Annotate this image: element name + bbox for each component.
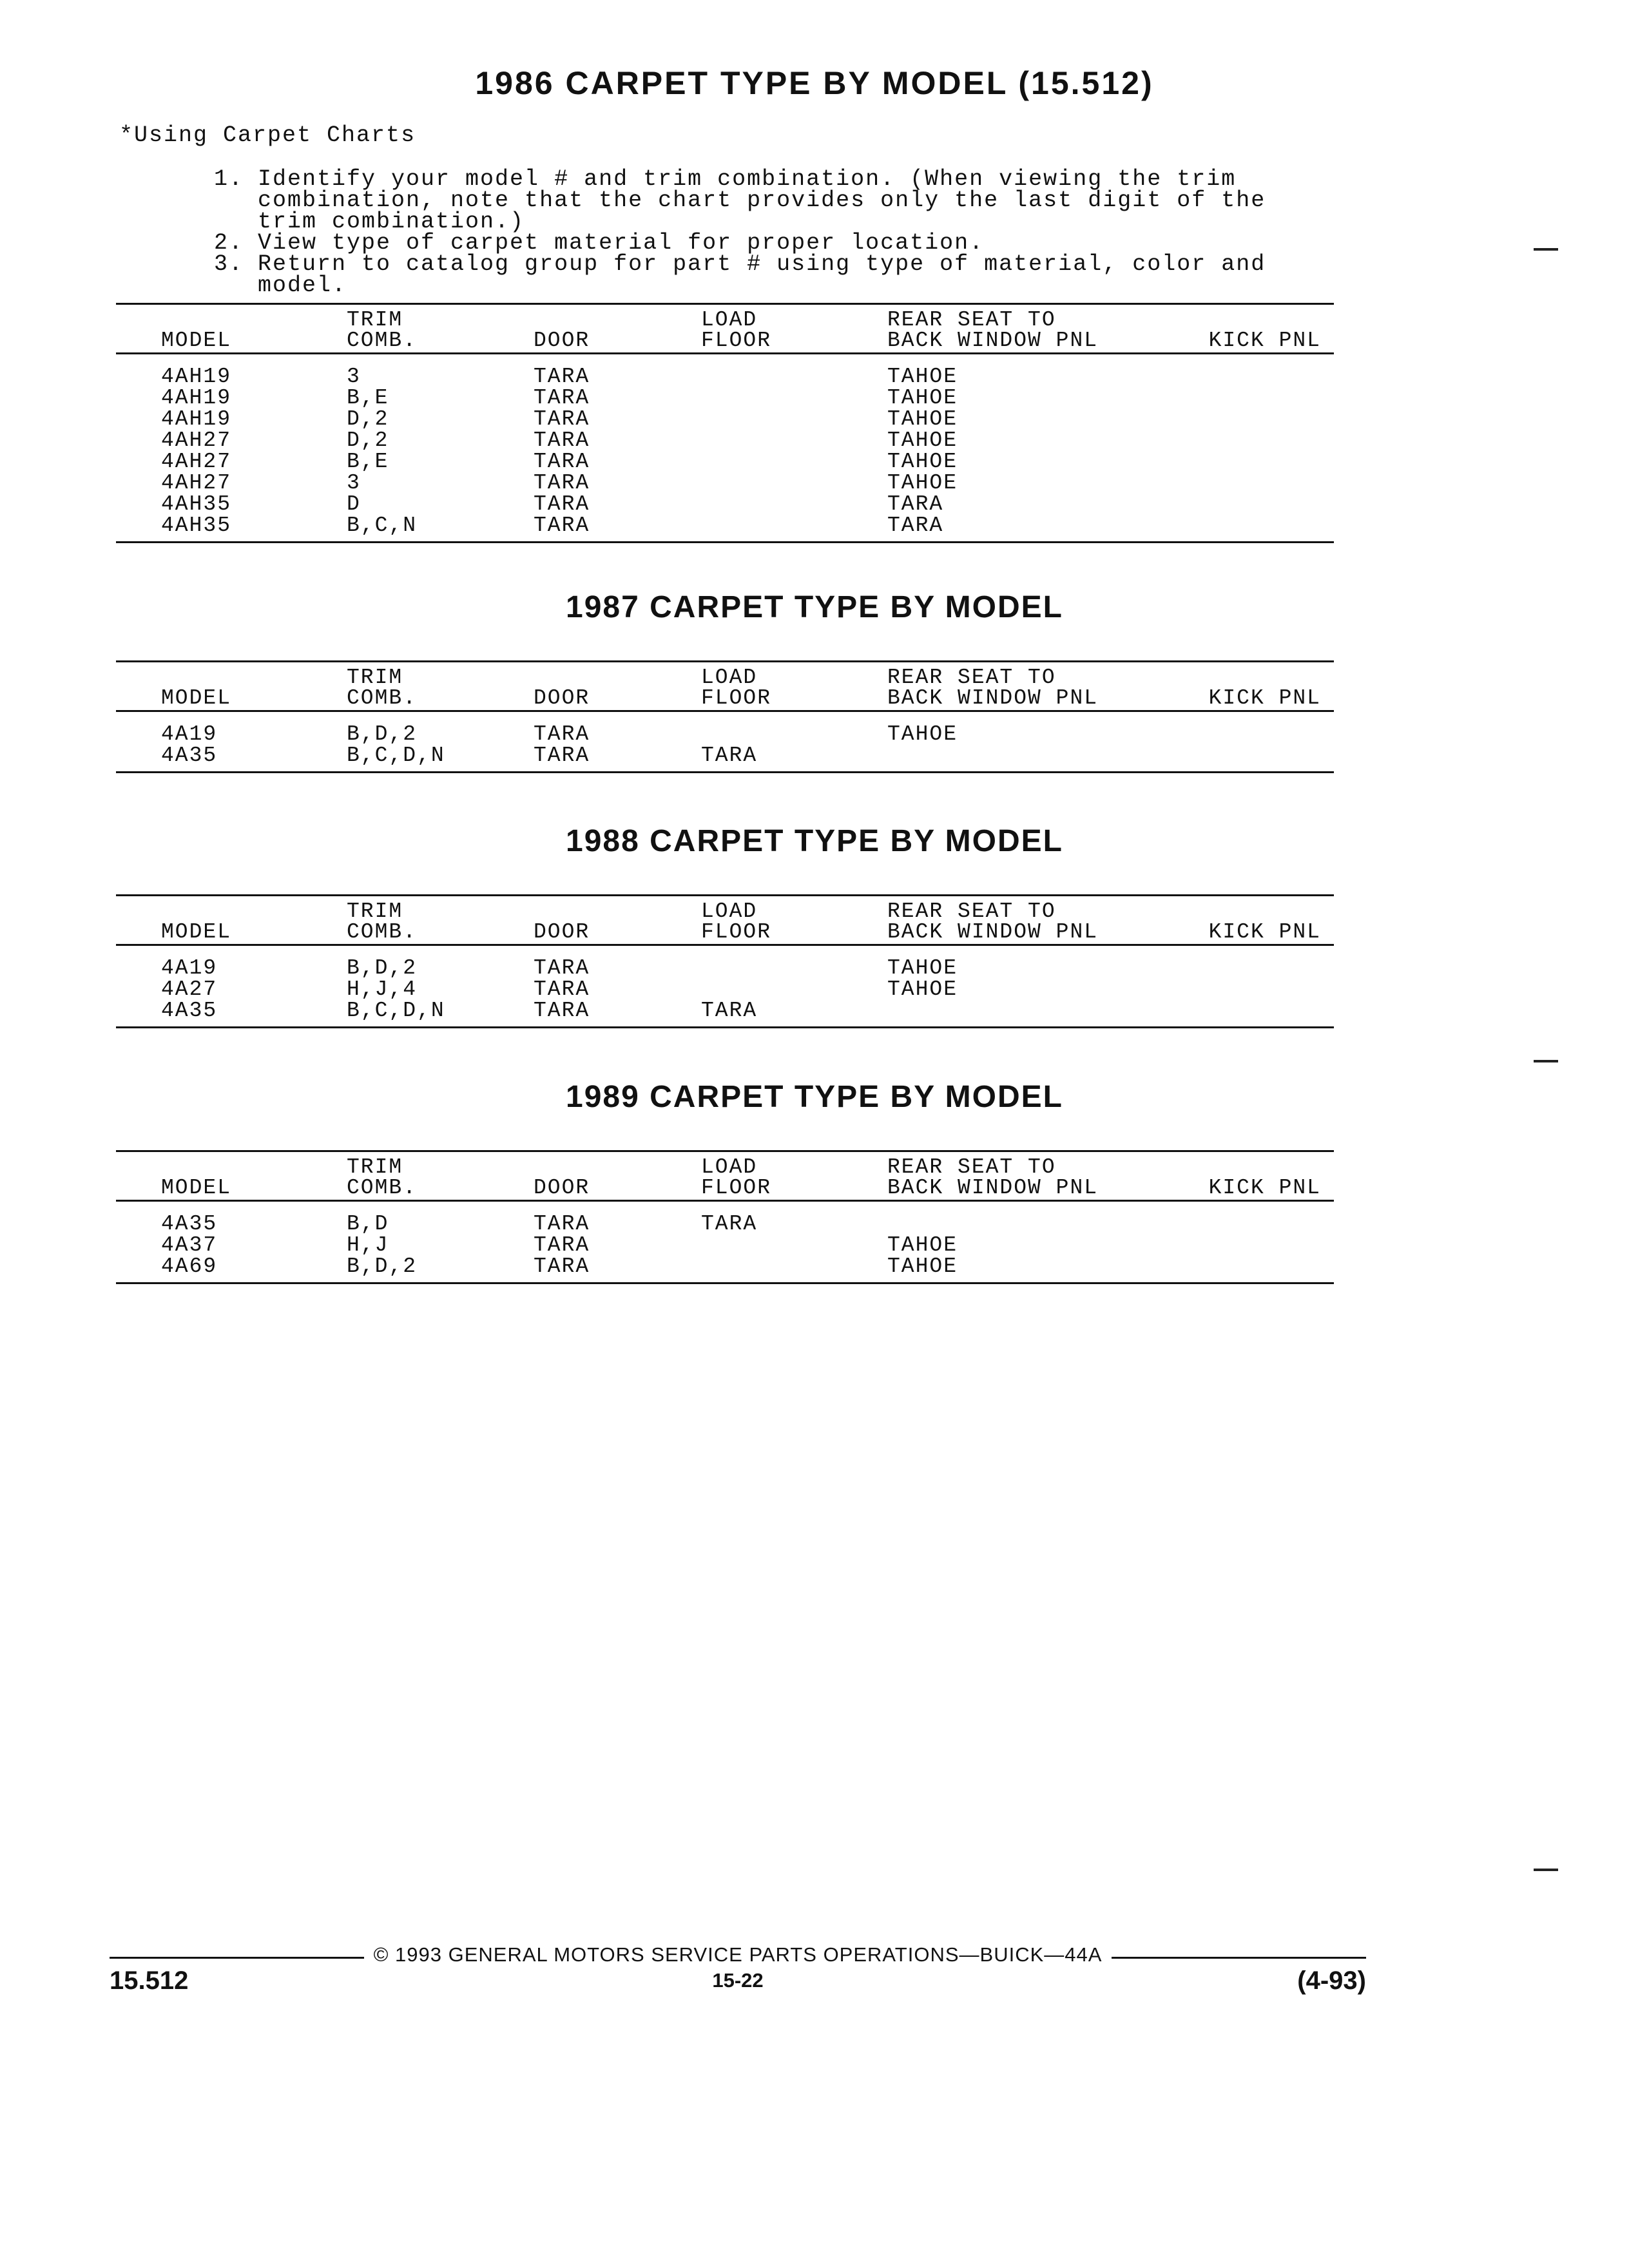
cell-rear-seat: TAHOE <box>887 450 958 474</box>
footer-copyright: © 1993 GENERAL MOTORS SERVICE PARTS OPERATIONS—BUICK—44A <box>373 1943 1103 1966</box>
header-back-window: BACK WINDOW PNL <box>887 329 1099 352</box>
cell-trim-comb: B,E <box>347 450 389 474</box>
cell-trim-comb: B,C,D,N <box>347 999 445 1023</box>
cell-trim-comb: D <box>347 492 361 516</box>
instruction-text: Return to catalog group for part # using type of material, color and model. <box>258 251 1266 298</box>
header-floor: FLOOR <box>701 686 772 710</box>
table-row <box>116 472 1334 494</box>
header-door: DOOR <box>534 920 590 944</box>
cell-door: TARA <box>534 1233 590 1257</box>
header-kick-panel: KICK PNL <box>1208 920 1321 944</box>
cell-trim-comb: H,J,4 <box>347 977 418 1001</box>
cell-trim-comb: B,D,2 <box>347 1254 418 1278</box>
header-door: DOOR <box>534 329 590 352</box>
table-row <box>116 515 1334 536</box>
cell-model: 4AH35 <box>161 514 232 537</box>
header-door: DOOR <box>534 1176 590 1200</box>
header-kick-panel: KICK PNL <box>1208 686 1321 710</box>
cell-model: 4AH19 <box>161 365 232 389</box>
cell-rear-seat: TAHOE <box>887 977 958 1001</box>
table-header-rule <box>116 352 1334 354</box>
cell-load-floor: TARA <box>701 1212 758 1236</box>
header-kick-panel: KICK PNL <box>1208 329 1321 352</box>
cell-rear-seat: TARA <box>887 492 944 516</box>
cell-trim-comb: B,D,2 <box>347 956 418 980</box>
cell-model: 4A35 <box>161 744 218 767</box>
table-row <box>116 979 1334 1000</box>
header-rear-seat: REAR SEAT TO <box>887 899 1056 923</box>
header-trim: TRIM <box>347 666 403 689</box>
cell-model: 4AH35 <box>161 492 232 516</box>
instruction-number: 1. <box>213 166 244 192</box>
cell-rear-seat: TAHOE <box>887 386 958 410</box>
header-rear-seat: REAR SEAT TO <box>887 666 1056 689</box>
header-trim: TRIM <box>347 308 403 332</box>
cell-trim-comb: H,J <box>347 1233 389 1257</box>
cell-door: TARA <box>534 450 590 474</box>
cell-rear-seat: TAHOE <box>887 428 958 452</box>
page-title: 1986 CARPET TYPE BY MODEL (15.512) <box>475 65 1154 101</box>
cell-door: TARA <box>534 722 590 746</box>
margin-tick <box>1534 1869 1558 1871</box>
cell-rear-seat: TAHOE <box>887 722 958 746</box>
header-rear-seat: REAR SEAT TO <box>887 308 1056 332</box>
table-row <box>116 494 1334 515</box>
header-model: MODEL <box>161 686 232 710</box>
table-bottom-rule <box>116 1282 1334 1284</box>
table-row <box>116 387 1334 408</box>
header-door: DOOR <box>534 686 590 710</box>
table-header-rule <box>116 710 1334 712</box>
footer-section-number: 15.512 <box>110 1966 189 1995</box>
cell-door: TARA <box>534 407 590 431</box>
carpet-table-1986 <box>116 303 1334 543</box>
cell-door: TARA <box>534 492 590 516</box>
cell-model: 4A69 <box>161 1254 218 1278</box>
table-header <box>116 1152 1334 1200</box>
carpet-table-1989 <box>116 1150 1334 1284</box>
cell-door: TARA <box>534 471 590 495</box>
header-comb: COMB. <box>347 329 418 352</box>
cell-trim-comb: D,2 <box>347 407 389 431</box>
cell-door: TARA <box>534 514 590 537</box>
cell-rear-seat: TAHOE <box>887 365 958 389</box>
table-row <box>116 451 1334 472</box>
table-row <box>116 957 1334 979</box>
table-header <box>116 662 1334 710</box>
footer-page-number: 15-22 <box>712 1969 764 1992</box>
cell-model: 4AH27 <box>161 450 232 474</box>
header-load: LOAD <box>701 899 758 923</box>
header-trim: TRIM <box>347 899 403 923</box>
table-body <box>116 957 1334 1021</box>
header-floor: FLOOR <box>701 329 772 352</box>
instruction-text: View type of carpet material for proper location. <box>258 230 985 256</box>
table-body <box>116 1213 1334 1277</box>
header-trim: TRIM <box>347 1155 403 1179</box>
table-body <box>116 724 1334 766</box>
cell-model: 4A19 <box>161 722 218 746</box>
cell-model: 4AH27 <box>161 471 232 495</box>
cell-door: TARA <box>534 977 590 1001</box>
cell-trim-comb: B,C,N <box>347 514 418 537</box>
table-bottom-rule <box>116 541 1334 543</box>
header-load: LOAD <box>701 308 758 332</box>
instructions-heading: *Using Carpet Charts <box>119 122 416 148</box>
header-load: LOAD <box>701 666 758 689</box>
cell-trim-comb: B,D,2 <box>347 722 418 746</box>
table-body <box>116 366 1334 536</box>
cell-trim-comb: 3 <box>347 365 361 389</box>
cell-rear-seat: TARA <box>887 514 944 537</box>
cell-door: TARA <box>534 1254 590 1278</box>
table-row <box>116 366 1334 387</box>
page-footer <box>110 1933 1366 1995</box>
cell-rear-seat: TAHOE <box>887 1254 958 1278</box>
table-header <box>116 305 1334 352</box>
cell-model: 4AH19 <box>161 386 232 410</box>
table-row <box>116 1256 1334 1277</box>
section-title-1987: 1987 CARPET TYPE BY MODEL <box>566 590 1063 624</box>
header-load: LOAD <box>701 1155 758 1179</box>
cell-model: 4A19 <box>161 956 218 980</box>
table-bottom-rule <box>116 771 1334 773</box>
table-header <box>116 896 1334 944</box>
cell-model: 4A35 <box>161 1212 218 1236</box>
header-model: MODEL <box>161 1176 232 1200</box>
header-back-window: BACK WINDOW PNL <box>887 686 1099 710</box>
cell-trim-comb: B,E <box>347 386 389 410</box>
cell-load-floor: TARA <box>701 744 758 767</box>
header-comb: COMB. <box>347 920 418 944</box>
table-bottom-rule <box>116 1026 1334 1028</box>
header-back-window: BACK WINDOW PNL <box>887 920 1099 944</box>
table-row <box>116 1235 1334 1256</box>
cell-rear-seat: TAHOE <box>887 407 958 431</box>
table-header-rule <box>116 1200 1334 1202</box>
table-row <box>116 430 1334 451</box>
cell-door: TARA <box>534 999 590 1023</box>
header-back-window: BACK WINDOW PNL <box>887 1176 1099 1200</box>
table-row <box>116 1213 1334 1235</box>
table-row <box>116 408 1334 430</box>
cell-trim-comb: B,D <box>347 1212 389 1236</box>
cell-door: TARA <box>534 386 590 410</box>
cell-rear-seat: TAHOE <box>887 471 958 495</box>
header-comb: COMB. <box>347 686 418 710</box>
header-kick-panel: KICK PNL <box>1208 1176 1321 1200</box>
cell-trim-comb: B,C,D,N <box>347 744 445 767</box>
table-header-rule <box>116 944 1334 946</box>
margin-tick <box>1534 1060 1558 1062</box>
table-row <box>116 724 1334 745</box>
margin-tick <box>1534 248 1558 251</box>
instruction-text: Identify your model # and trim combination. (When viewing the trim combination, note that the chart provides only the last digit of the trim combination.) <box>258 166 1266 235</box>
cell-rear-seat: TAHOE <box>887 956 958 980</box>
cell-door: TARA <box>534 365 590 389</box>
carpet-table-1987 <box>116 660 1334 773</box>
cell-door: TARA <box>534 428 590 452</box>
carpet-table-1988 <box>116 894 1334 1028</box>
cell-model: 4A35 <box>161 999 218 1023</box>
header-rear-seat: REAR SEAT TO <box>887 1155 1056 1179</box>
cell-trim-comb: D,2 <box>347 428 389 452</box>
cell-door: TARA <box>534 1212 590 1236</box>
cell-load-floor: TARA <box>701 999 758 1023</box>
cell-rear-seat: TAHOE <box>887 1233 958 1257</box>
cell-model: 4A27 <box>161 977 218 1001</box>
instructions-list <box>187 166 1321 298</box>
table-row <box>116 1000 1334 1021</box>
header-model: MODEL <box>161 329 232 352</box>
section-title-1989: 1989 CARPET TYPE BY MODEL <box>566 1080 1063 1114</box>
table-row <box>116 745 1334 766</box>
instruction-number: 2. <box>213 230 244 256</box>
cell-model: 4AH27 <box>161 428 232 452</box>
instruction-item <box>187 251 1321 298</box>
footer-revision-date: (4-93) <box>1297 1966 1366 1995</box>
instruction-number: 3. <box>213 251 244 277</box>
header-model: MODEL <box>161 920 232 944</box>
section-title-1988: 1988 CARPET TYPE BY MODEL <box>566 824 1063 858</box>
cell-model: 4A37 <box>161 1233 218 1257</box>
header-floor: FLOOR <box>701 1176 772 1200</box>
header-comb: COMB. <box>347 1176 418 1200</box>
header-floor: FLOOR <box>701 920 772 944</box>
cell-door: TARA <box>534 956 590 980</box>
cell-door: TARA <box>534 744 590 767</box>
cell-trim-comb: 3 <box>347 471 361 495</box>
instruction-item <box>187 166 1321 235</box>
cell-model: 4AH19 <box>161 407 232 431</box>
